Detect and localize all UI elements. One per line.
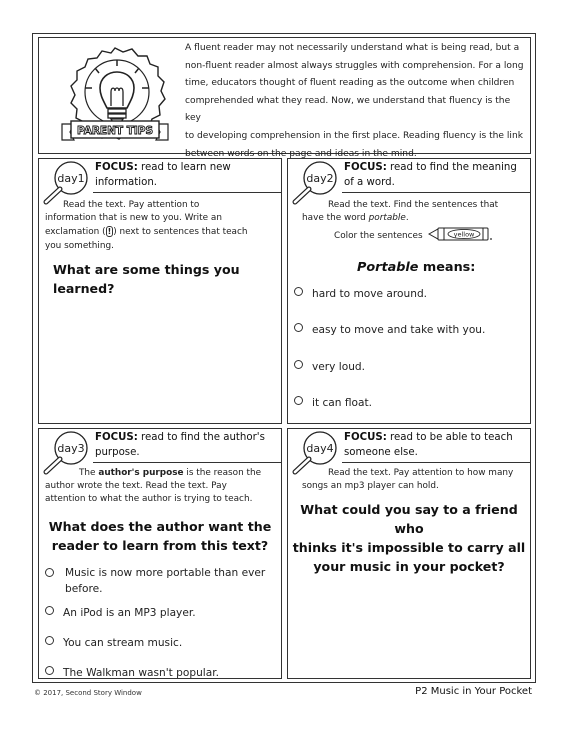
day-label: day3 [57, 442, 85, 455]
crayon-icon [428, 226, 494, 242]
lightbulb-icon [45, 40, 185, 152]
question-word: Portable [357, 260, 419, 275]
day4-box [287, 428, 531, 679]
exclamation-mark: ! [107, 227, 112, 237]
option[interactable] [294, 395, 372, 411]
day3-box [38, 428, 282, 679]
instr-line [294, 212, 526, 225]
copyright: © 2017, Second Story Window [34, 689, 142, 697]
focus-text: read to learn new information. [95, 162, 231, 188]
day-label: day4 [306, 442, 334, 455]
question: What are some things you learned? [53, 262, 240, 296]
parent-tips-text [185, 40, 525, 163]
question [39, 517, 281, 555]
instr-fragment: have the word [302, 213, 369, 224]
instr-fragment: The [79, 468, 99, 478]
instr-line: information that is new to you. Write an [45, 213, 222, 224]
option-label: it can float. [312, 397, 373, 409]
option-label: You can stream music. [63, 637, 183, 649]
tips-line: comprehended what they read. Now, we understand that fluency is the key [185, 95, 511, 124]
portable-word: portable [368, 213, 406, 224]
option-label: hard to move around. [312, 288, 428, 300]
option-label: easy to move and take with you. [312, 324, 486, 336]
question-line: What could you say to a friend who [300, 502, 518, 536]
radio-circle-icon[interactable] [45, 568, 54, 577]
instr-line [45, 467, 277, 480]
day-label: day1 [57, 172, 85, 185]
focus-text: read to be able to teach someone else. [344, 432, 513, 458]
day1-box [38, 158, 282, 424]
question-line: your music in your pocket? [313, 559, 505, 574]
option[interactable] [45, 605, 196, 621]
instr-fragment: Color the sentences [334, 231, 423, 242]
focus-heading [95, 160, 275, 190]
divider [93, 462, 281, 463]
divider [342, 192, 530, 193]
option[interactable] [294, 286, 427, 302]
instr-line [45, 225, 277, 239]
question-line: thinks it's impossible to carry all [292, 540, 526, 555]
instr-line: songs an mp3 player can hold. [302, 481, 439, 492]
instr-line [294, 226, 526, 243]
focus-label: FOCUS: [344, 162, 387, 173]
question-rest: means: [418, 260, 476, 275]
instructions [45, 467, 277, 507]
question-line: What does the author want the [48, 519, 272, 534]
instr-line: author wrote the text. Read the text. Pay [45, 481, 227, 492]
tips-line: between words on the page and ideas in the mind. [185, 148, 417, 159]
crayon-label: yellow [454, 230, 475, 239]
instr-fragment: . [405, 213, 409, 224]
option-label: very loud. [312, 361, 366, 373]
focus-label: FOCUS: [344, 432, 387, 443]
radio-circle-icon[interactable] [45, 666, 54, 675]
instr-line: you something. [45, 240, 114, 251]
instructions [294, 467, 526, 493]
focus-heading [95, 430, 275, 460]
instr-line: Read the text. Pay attention to [63, 200, 200, 210]
radio-circle-icon[interactable] [294, 287, 303, 296]
instr-fragment: ) next to sentences that teach [113, 227, 248, 238]
instructions [45, 199, 277, 253]
page-label: P2 Music in Your Pocket [415, 686, 532, 697]
question-line: reader to learn from this text? [51, 538, 269, 553]
option[interactable] [294, 322, 485, 338]
option[interactable] [45, 565, 273, 597]
focus-heading [344, 430, 524, 460]
divider [342, 462, 530, 463]
tips-line: non-fluent reader almost always struggles with comprehension. For a long [185, 60, 524, 71]
option[interactable] [45, 635, 182, 651]
instructions [294, 199, 526, 244]
focus-heading [344, 160, 524, 190]
day2-box [287, 158, 531, 424]
author-purpose-term: author's purpose [98, 468, 184, 478]
radio-circle-icon[interactable] [294, 360, 303, 369]
tips-line: to developing comprehension in the first place. Reading fluency is the link [185, 130, 523, 141]
radio-circle-icon[interactable] [294, 396, 303, 405]
tips-line: time, educators thought of fluent reading as the outcome when children [185, 78, 515, 89]
focus-text: read to find the meaning of a word. [344, 162, 517, 188]
option[interactable] [294, 359, 365, 375]
option-label: Music is now more portable than ever before. [65, 567, 266, 595]
parent-tips-badge: PARENT TIPS [76, 125, 154, 137]
radio-circle-icon[interactable] [294, 323, 303, 332]
option-label: The Walkman wasn't popular. [63, 667, 219, 679]
instr-line: Read the text. Find the sentences that [328, 200, 499, 210]
option-label: An iPod is an MP3 player. [63, 607, 196, 619]
radio-circle-icon[interactable] [45, 636, 54, 645]
option[interactable] [45, 665, 219, 681]
instr-fragment: exclamation ( [45, 227, 106, 238]
tips-line: A fluent reader may not necessarily understand what is being read, but a [185, 43, 520, 53]
divider [93, 192, 281, 193]
question [357, 258, 475, 277]
focus-text: read to find the author's purpose. [95, 432, 265, 458]
instr-line: attention to what the author is trying to teach. [45, 494, 253, 505]
radio-circle-icon[interactable] [45, 606, 54, 615]
day-label: day2 [306, 172, 334, 185]
focus-label: FOCUS: [95, 432, 138, 443]
focus-label: FOCUS: [95, 162, 138, 173]
instr-fragment: is the reason the [183, 468, 262, 478]
instr-line: Read the text. Pay attention to how many [328, 468, 514, 478]
question [288, 500, 530, 576]
